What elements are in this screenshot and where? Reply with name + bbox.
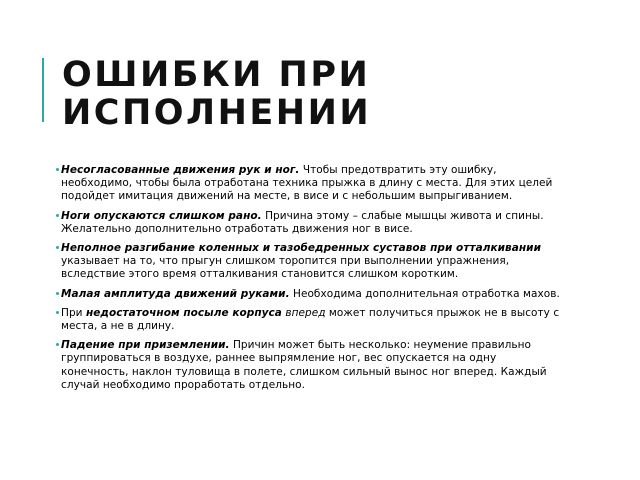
bullet-prefix: При bbox=[61, 306, 86, 319]
bullet-lead: Малая амплитуда движений руками. bbox=[61, 287, 290, 300]
bullet-text: может получиться прыжок не в высоту с места, а не в длину. bbox=[61, 306, 560, 333]
bullet-lead: Неполное разгибание коленных и тазобедренных суставов при отталкивании bbox=[61, 242, 541, 255]
bullet-emphasis: вперед bbox=[281, 306, 326, 319]
bullet-dot-icon bbox=[56, 214, 59, 217]
bullet-dot-icon bbox=[56, 246, 59, 249]
bullet-dot-icon bbox=[56, 168, 59, 171]
bullet-text: Причина этому – слабые мышцы живота и спины. Желательно дополнительно отработать движения ног в висе. bbox=[61, 209, 544, 235]
bullet-dot-icon bbox=[56, 292, 59, 295]
bullet-text: Чтобы предотвратить эту ошибку, необходимо, чтобы была отработана техника прыжка в длину с места. Для этих целей подойдет имитация движений на месте, в висе и с небольшим выпрыгиванием. bbox=[61, 164, 553, 203]
bullet-list bbox=[61, 164, 561, 398]
bullet-text: указывает на то, что прыгун слишком торопится при выполнении упражнения, вследствие этого время отталкивания становится слишком коротким. bbox=[61, 255, 510, 281]
list-item bbox=[61, 307, 561, 333]
list-item bbox=[61, 242, 561, 282]
bullet-lead: Падение при приземлении. bbox=[61, 339, 230, 352]
bullet-lead: Несогласованные движения рук и ног. bbox=[61, 164, 300, 176]
list-item bbox=[61, 339, 561, 392]
bullet-text: Необходима дополнительная отработка махов. bbox=[289, 287, 560, 300]
list-item bbox=[61, 164, 561, 204]
bullet-text: Причин может быть несколько: неумение правильно группироваться в воздухе, раннее выпрямление ног, вес опускается на одну конечность, наклон туловища в полете, слишком сильный вынос ног вперед. Каждый случай необходимо проработать отдельно. bbox=[61, 339, 547, 391]
bullet-dot-icon bbox=[56, 343, 59, 346]
list-item bbox=[61, 210, 561, 236]
bullet-lead: Ноги опускаются слишком рано. bbox=[61, 209, 262, 222]
bullet-dot-icon bbox=[56, 311, 59, 314]
title-accent-line bbox=[42, 58, 44, 122]
slide-title: ОШИБКИ ПРИ ИСПОЛНЕНИИ bbox=[62, 55, 372, 133]
list-item bbox=[61, 288, 561, 301]
bullet-lead: недостаточном посыле корпуса bbox=[85, 306, 282, 319]
